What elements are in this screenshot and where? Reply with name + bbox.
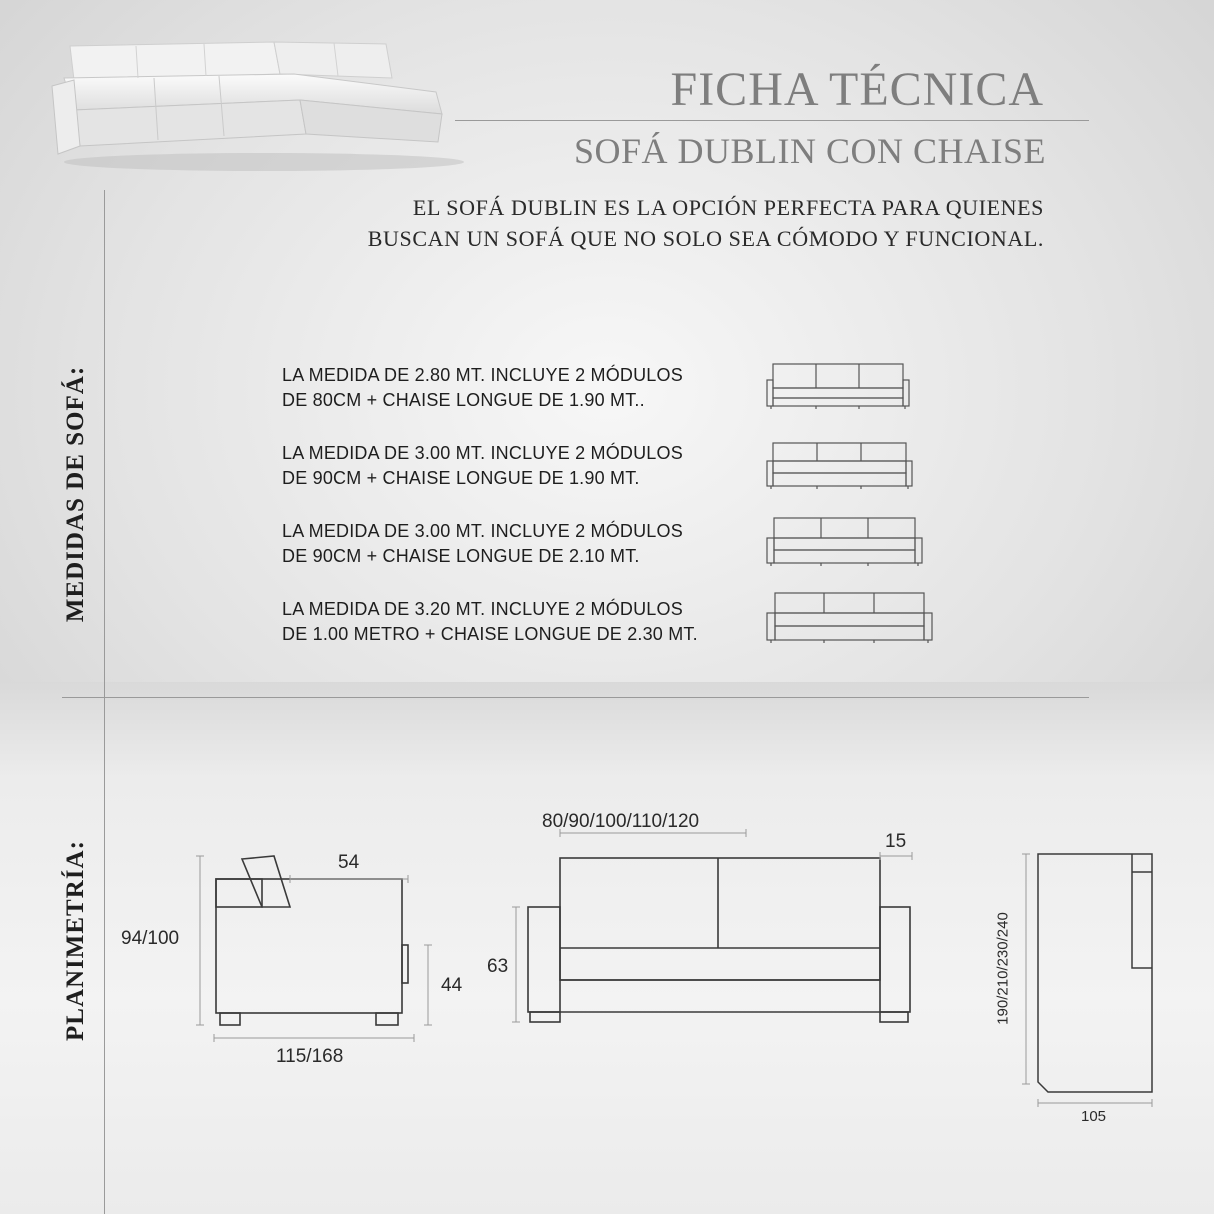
page-title: FICHA TÉCNICA: [670, 63, 1044, 116]
sofa-thumb-icon-2: [767, 443, 912, 489]
corner-sofa-image: [44, 34, 454, 174]
description-line-1: EL SOFÁ DUBLIN ES LA OPCIÓN PERFECTA PARA QUIENES: [412, 195, 1044, 220]
dim-front-arm-width: 15: [885, 831, 907, 852]
dim-front-module-width: 80/90/100/110/120: [542, 811, 700, 832]
dim-chaise-length: 190/210/230/240: [994, 912, 1012, 1025]
spec-line-1: LA MEDIDA DE 3.20 MT. INCLUYE 2 MÓDULOS: [282, 599, 683, 619]
spec-item: [282, 519, 683, 569]
spec-line-1: LA MEDIDA DE 3.00 MT. INCLUYE 2 MÓDULOS: [282, 443, 683, 463]
chaise-top-view-drawing: [1020, 850, 1160, 1110]
side-view-drawing: [190, 850, 430, 1050]
sofa-thumb-icon-1: [767, 364, 909, 410]
spec-line-2: DE 90CM + CHAISE LONGUE DE 2.10 MT.: [282, 546, 640, 566]
dim-side-depth: 115/168: [276, 1046, 344, 1067]
front-view-drawing: [510, 832, 920, 1032]
spec-line-2: DE 80CM + CHAISE LONGUE DE 1.90 MT..: [282, 390, 645, 410]
planimetria-section-label: PLANIMETRÍA:: [62, 840, 89, 1041]
dim-side-seat-height: 44: [441, 975, 463, 996]
dim-chaise-width: 105: [1081, 1108, 1107, 1125]
sofa-thumb-icon-4: [767, 593, 932, 643]
section-divider: [62, 697, 1089, 698]
sofa-thumb-icon-3: [767, 518, 922, 566]
spec-line-2: DE 1.00 METRO + CHAISE LONGUE DE 2.30 MT.: [282, 624, 698, 644]
spec-line-2: DE 90CM + CHAISE LONGUE DE 1.90 MT.: [282, 468, 640, 488]
title-divider: [455, 120, 1089, 121]
spec-line-1: LA MEDIDA DE 2.80 MT. INCLUYE 2 MÓDULOS: [282, 365, 683, 385]
description: [368, 192, 1044, 254]
dim-side-height: 94/100: [121, 928, 180, 949]
description-line-2: BUSCAN UN SOFÁ QUE NO SOLO SEA CÓMODO Y FUNCIONAL.: [367, 226, 1044, 251]
dim-front-height: 63: [487, 956, 509, 977]
spec-item: [282, 363, 683, 413]
dim-side-top-depth: 54: [338, 852, 360, 873]
vertical-divider: [104, 190, 105, 1214]
spec-line-1: LA MEDIDA DE 3.00 MT. INCLUYE 2 MÓDULOS: [282, 521, 683, 541]
spec-item: [282, 441, 683, 491]
page-subtitle: SOFÁ DUBLIN CON CHAISE: [573, 131, 1046, 171]
medidas-section-label: MEDIDAS DE SOFÁ:: [62, 365, 89, 623]
spec-item: [282, 597, 698, 647]
